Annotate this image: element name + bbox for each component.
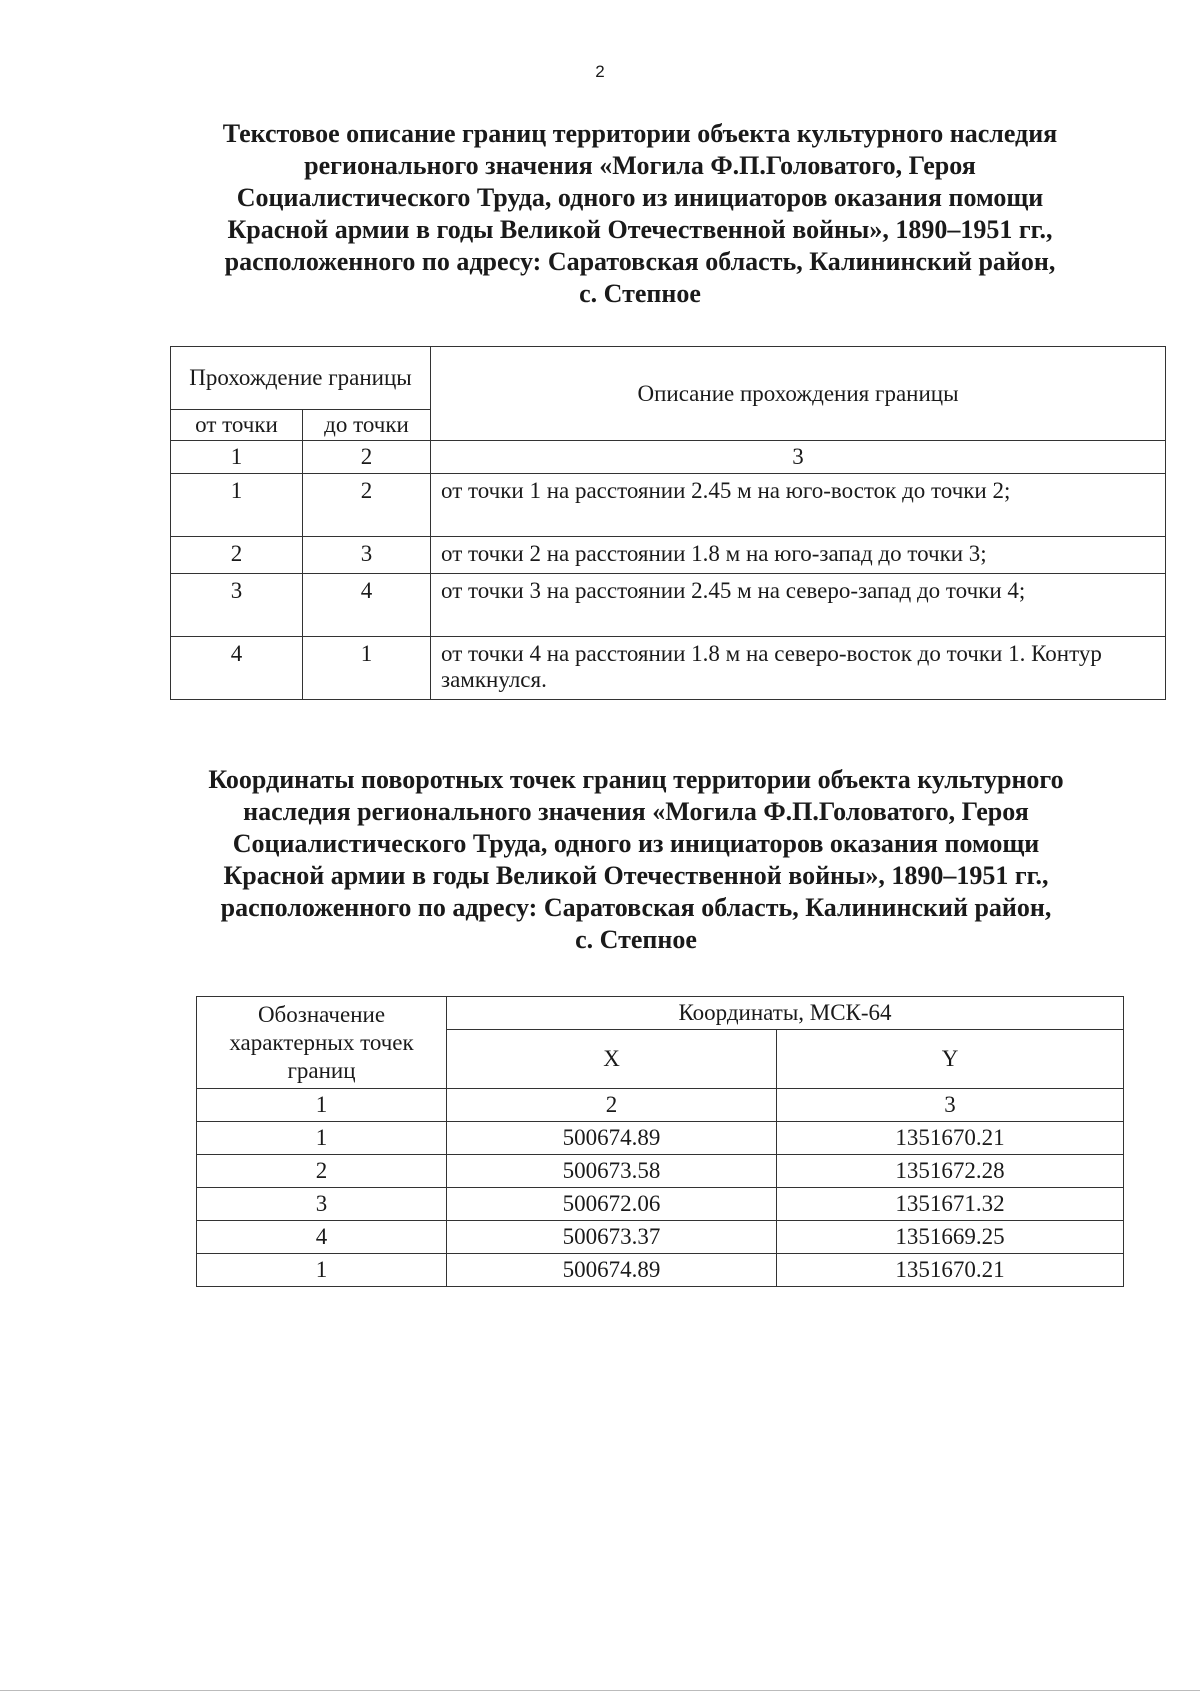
table-row	[197, 1188, 1124, 1221]
title-line: Координаты поворотных точек границ территории объекта культурного	[208, 765, 1064, 794]
to-cell: 2	[303, 474, 431, 537]
to-cell: 4	[303, 574, 431, 637]
title-line: Социалистического Труда, одного из инициаторов оказания помощи	[232, 829, 1040, 858]
title-line: Красной армии в годы Великой Отечественной войны», 1890–1951 гг.,	[223, 861, 1049, 890]
x-cell: 500672.06	[447, 1188, 777, 1221]
index-cell: 1	[197, 1089, 447, 1122]
x-cell: 500674.89	[447, 1122, 777, 1155]
table-row	[171, 537, 1166, 574]
table-row	[197, 1221, 1124, 1254]
index-cell: 1	[171, 441, 303, 474]
index-cell: 3	[777, 1089, 1124, 1122]
section-1-title	[200, 118, 1080, 310]
table-row	[171, 574, 1166, 637]
header-y: Y	[777, 1030, 1124, 1089]
header-passage: Прохождение границы	[171, 347, 431, 410]
title-line: регионального значения «Могила Ф.П.Головатого, Героя	[304, 151, 976, 180]
table-row	[171, 474, 1166, 537]
y-cell: 1351672.28	[777, 1155, 1124, 1188]
point-cell: 1	[197, 1122, 447, 1155]
description-cell: от точки 2 на расстоянии 1.8 м на юго-запад до точки 3;	[431, 537, 1166, 574]
to-cell: 1	[303, 637, 431, 700]
section-2-title	[196, 764, 1076, 956]
x-cell: 500673.58	[447, 1155, 777, 1188]
header-x: X	[447, 1030, 777, 1089]
header-coords: Координаты, МСК-64	[447, 997, 1124, 1030]
point-cell: 4	[197, 1221, 447, 1254]
to-cell: 3	[303, 537, 431, 574]
title-line: с. Степное	[575, 925, 697, 954]
y-cell: 1351671.32	[777, 1188, 1124, 1221]
title-line: с. Степное	[579, 279, 701, 308]
title-line: Текстовое описание границ территории объекта культурного наследия	[222, 119, 1058, 148]
coordinates-table	[196, 996, 1124, 1287]
description-cell: от точки 1 на расстоянии 2.45 м на юго-восток до точки 2;	[431, 474, 1166, 537]
y-cell: 1351670.21	[777, 1122, 1124, 1155]
index-cell: 2	[447, 1089, 777, 1122]
from-cell: 4	[171, 637, 303, 700]
table-row	[197, 1122, 1124, 1155]
title-line: расположенного по адресу: Саратовская область, Калининский район,	[224, 247, 1056, 276]
header-from: от точки	[171, 410, 303, 441]
boundary-description-table	[170, 346, 1166, 700]
y-cell: 1351669.25	[777, 1221, 1124, 1254]
title-line: Социалистического Труда, одного из инициаторов оказания помощи	[236, 183, 1044, 212]
description-cell: от точки 4 на расстоянии 1.8 м на северо-восток до точки 1. Контур замкнулся.	[431, 637, 1166, 700]
index-cell: 3	[431, 441, 1166, 474]
page-number: 2	[595, 62, 605, 81]
point-cell: 3	[197, 1188, 447, 1221]
table-row	[197, 1254, 1124, 1287]
header-description: Описание прохождения границы	[431, 347, 1166, 441]
header-to: до точки	[303, 410, 431, 441]
table-row	[197, 1155, 1124, 1188]
point-cell: 2	[197, 1155, 447, 1188]
header-point: Обозначение характерных точек границ	[197, 997, 447, 1089]
description-cell: от точки 3 на расстоянии 2.45 м на северо-запад до точки 4;	[431, 574, 1166, 637]
title-line: расположенного по адресу: Саратовская область, Калининский район,	[220, 893, 1052, 922]
title-line: наследия регионального значения «Могила Ф.П.Головатого, Героя	[243, 797, 1029, 826]
from-cell: 1	[171, 474, 303, 537]
x-cell: 500674.89	[447, 1254, 777, 1287]
point-cell: 1	[197, 1254, 447, 1287]
y-cell: 1351670.21	[777, 1254, 1124, 1287]
from-cell: 2	[171, 537, 303, 574]
table-row	[171, 637, 1166, 700]
x-cell: 500673.37	[447, 1221, 777, 1254]
title-line: Красной армии в годы Великой Отечественной войны», 1890–1951 гг.,	[227, 215, 1053, 244]
from-cell: 3	[171, 574, 303, 637]
scan-edge-divider	[0, 1690, 1200, 1691]
index-cell: 2	[303, 441, 431, 474]
